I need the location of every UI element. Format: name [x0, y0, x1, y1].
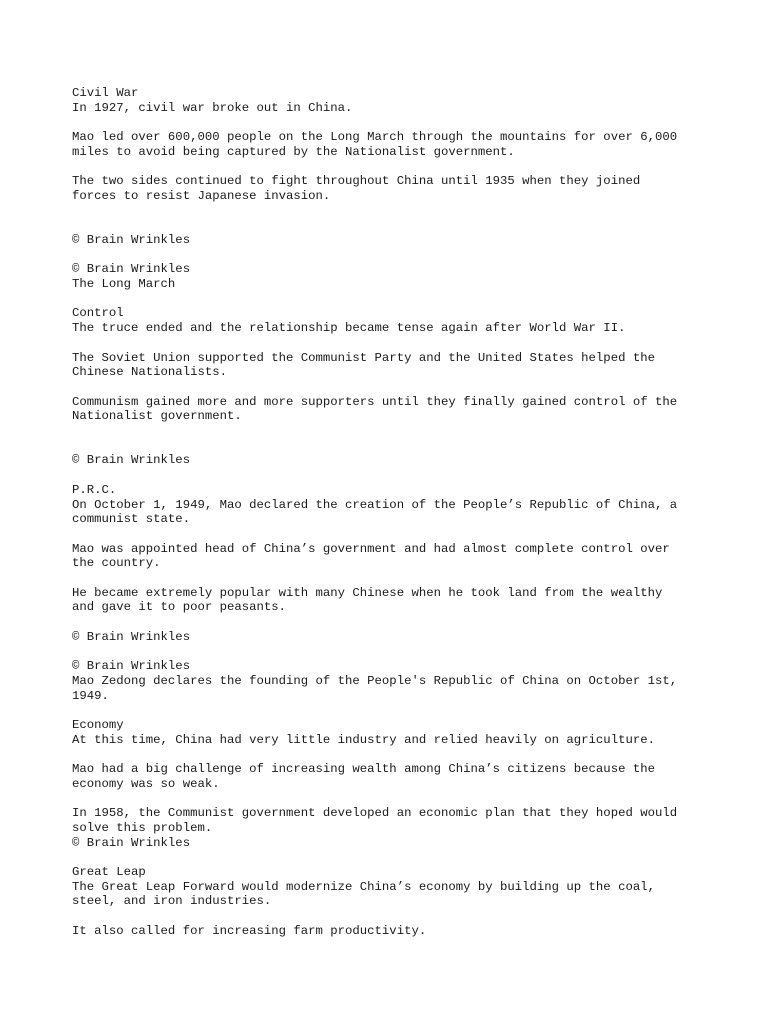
text-line: Mao led over 600,000 people on the Long March through the mountains for over 6,000 [72, 130, 678, 145]
text-line: © Brain Wrinkles [72, 453, 191, 468]
paragraph [72, 262, 702, 291]
paragraph [72, 924, 702, 939]
text-line: solve this problem. [72, 820, 213, 835]
text-line: P.R.C. [72, 482, 117, 497]
paragraph [72, 174, 702, 203]
text-line: communist state. [72, 512, 191, 527]
text-line: It also called for increasing farm productivity. [72, 923, 427, 938]
text-line: The truce ended and the relationship became tense again after World War II. [72, 321, 626, 336]
text-line: Civil War [72, 86, 139, 100]
paragraph [72, 542, 702, 571]
text-line: Nationalist government. [72, 409, 242, 424]
paragraph [72, 865, 702, 909]
text-line: © Brain Wrinkles [72, 835, 191, 850]
text-line: In 1927, civil war broke out in China. [72, 100, 353, 115]
text-line: The Long March [72, 277, 176, 292]
text-line: Great Leap [72, 865, 146, 879]
paragraph [72, 762, 702, 791]
paragraph [72, 130, 702, 159]
text-line: Mao had a big challenge of increasing wealth among China’s citizens because the [72, 762, 655, 777]
text-line: The Great Leap Forward would modernize China’s economy by building up the coal, [72, 879, 655, 894]
text-line: The Soviet Union supported the Communist Party and the United States helped the [72, 350, 655, 365]
paragraph [72, 806, 702, 850]
text-line: steel, and iron industries. [72, 894, 272, 909]
text-line: Communism gained more and more supporters until they finally gained control of the [72, 394, 678, 409]
text-line: 1949. [72, 688, 109, 703]
paragraph [72, 306, 702, 335]
paragraph [72, 395, 702, 424]
text-line: Mao was appointed head of China’s government and had almost complete control over [72, 541, 670, 556]
text-line: In 1958, the Communist government developed an economic plan that they hoped would [72, 806, 678, 821]
paragraph [72, 630, 702, 645]
text-line: and gave it to poor peasants. [72, 600, 287, 615]
text-line: The two sides continued to fight throughout China until 1935 when they joined [72, 174, 641, 189]
paragraph [72, 351, 702, 380]
text-line: Chinese Nationalists. [72, 365, 227, 380]
paragraph [72, 453, 702, 468]
text-line: miles to avoid being captured by the Nationalist government. [72, 144, 515, 159]
text-line: © Brain Wrinkles [72, 232, 191, 247]
paragraph [72, 233, 702, 248]
text-line: At this time, China had very little industry and relied heavily on agriculture. [72, 732, 655, 747]
paragraph [72, 586, 702, 615]
text-line: Control [72, 306, 124, 321]
document-text [72, 86, 702, 953]
paragraph [72, 718, 702, 747]
text-line: © Brain Wrinkles [72, 659, 191, 674]
paragraph [72, 86, 702, 115]
text-line: forces to resist Japanese invasion. [72, 188, 331, 203]
text-line: On October 1, 1949, Mao declared the creation of the People’s Republic of China, a [72, 497, 678, 512]
paragraph [72, 483, 702, 527]
text-line: the country. [72, 556, 161, 571]
text-line: Economy [72, 718, 124, 733]
text-line: He became extremely popular with many Chinese when he took land from the wealthy [72, 585, 663, 600]
text-line: economy was so weak. [72, 776, 220, 791]
text-line: Mao Zedong declares the founding of the People's Republic of China on October 1st, [72, 673, 678, 688]
text-line: © Brain Wrinkles [72, 262, 191, 277]
paragraph [72, 659, 702, 703]
text-line: © Brain Wrinkles [72, 629, 191, 644]
